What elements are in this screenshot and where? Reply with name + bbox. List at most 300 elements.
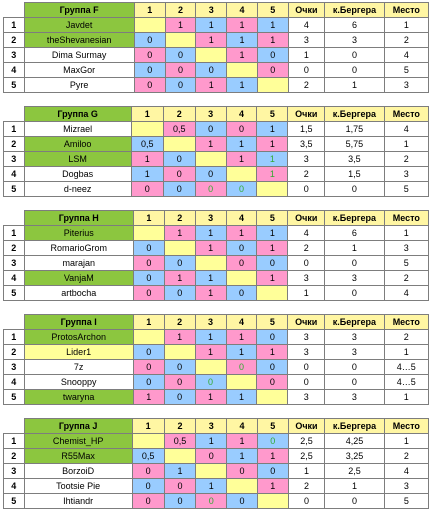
result-cell: 0,5 <box>131 137 163 152</box>
result-cell: 1 <box>226 390 257 405</box>
berger-cell: 3,5 <box>325 152 384 167</box>
result-cell: 1 <box>195 330 226 345</box>
table-row <box>4 78 429 93</box>
result-cell: 1 <box>227 33 258 48</box>
berger-cell: 3 <box>325 390 384 405</box>
row-number: 4 <box>4 271 25 286</box>
points-cell: 4 <box>288 18 325 33</box>
player-name: Amiloo <box>24 137 131 152</box>
result-cell: 1 <box>195 390 226 405</box>
points-cell: 3 <box>288 330 325 345</box>
points-cell: 0 <box>288 182 325 197</box>
table-row <box>4 390 429 405</box>
round-header: 3 <box>196 3 227 18</box>
result-cell: 0 <box>257 434 288 449</box>
round-header: 5 <box>257 211 288 226</box>
place-cell: 5 <box>384 182 428 197</box>
player-name: 7z <box>24 360 133 375</box>
place-cell: 4 <box>384 48 428 63</box>
result-cell: 0 <box>132 479 164 494</box>
result-cell: 1 <box>195 345 226 360</box>
result-cell: 1 <box>226 345 257 360</box>
result-cell <box>195 256 226 271</box>
player-name: ProtosArchon <box>24 330 133 345</box>
result-cell: 1 <box>196 33 227 48</box>
result-cell: 0 <box>132 464 164 479</box>
place-cell: 5 <box>384 63 428 78</box>
round-header: 3 <box>196 419 227 434</box>
player-name: BorzoiD <box>24 464 132 479</box>
result-cell: 0 <box>257 375 288 390</box>
result-cell: 0 <box>133 375 164 390</box>
row-number: 5 <box>4 494 25 509</box>
table-row <box>4 256 429 271</box>
table-row <box>4 18 429 33</box>
round-header: 4 <box>226 211 257 226</box>
player-name: marajan <box>24 256 133 271</box>
result-cell <box>257 78 288 93</box>
table-row <box>4 330 429 345</box>
result-cell: 0 <box>226 286 257 301</box>
result-cell: 0 <box>226 241 257 256</box>
row-number: 3 <box>4 48 25 63</box>
group-table <box>3 314 429 405</box>
result-cell: 0 <box>226 182 257 197</box>
result-cell: 1 <box>195 137 226 152</box>
result-cell: 1 <box>164 271 195 286</box>
place-cell: 4 <box>384 286 428 301</box>
result-cell <box>257 286 288 301</box>
round-header: 2 <box>163 107 195 122</box>
table-row <box>4 464 429 479</box>
table-row <box>4 167 429 182</box>
standings-table <box>3 106 429 197</box>
table-row <box>4 494 429 509</box>
result-cell: 1 <box>257 122 288 137</box>
place-cell: 2 <box>384 271 428 286</box>
player-name: RomarioGrom <box>24 241 133 256</box>
points-cell: 3 <box>288 33 325 48</box>
result-cell: 0 <box>133 345 164 360</box>
result-cell: 1 <box>226 137 257 152</box>
result-cell: 0,5 <box>163 122 195 137</box>
place-cell: 3 <box>384 78 428 93</box>
player-name: Mizrael <box>24 122 131 137</box>
table-row <box>4 375 429 390</box>
result-cell: 0 <box>164 360 195 375</box>
berger-cell: 0 <box>325 63 384 78</box>
place-header: Место <box>384 419 428 434</box>
place-cell: 2 <box>384 330 428 345</box>
header-row <box>4 419 429 434</box>
player-name: Ihtiandr <box>24 494 132 509</box>
result-cell <box>164 345 195 360</box>
player-name: theShevanesian <box>24 33 134 48</box>
place-header: Место <box>384 3 428 18</box>
result-cell: 1 <box>165 18 196 33</box>
result-cell: 1 <box>257 33 288 48</box>
result-cell: 1 <box>257 18 288 33</box>
round-header: 4 <box>227 3 258 18</box>
result-cell: 0 <box>257 464 288 479</box>
result-cell: 1 <box>257 167 288 182</box>
row-number: 4 <box>4 167 25 182</box>
place-cell: 1 <box>384 226 428 241</box>
result-cell <box>196 48 227 63</box>
berger-cell: 1,5 <box>325 167 384 182</box>
berger-header: к.Бергера <box>325 419 384 434</box>
berger-cell: 0 <box>325 48 384 63</box>
row-number: 4 <box>4 479 25 494</box>
table-row <box>4 152 429 167</box>
place-cell: 2 <box>384 33 428 48</box>
result-cell: 0 <box>164 479 196 494</box>
result-cell: 1 <box>196 479 227 494</box>
row-number: 5 <box>4 78 25 93</box>
berger-cell: 0 <box>325 494 384 509</box>
result-cell: 0,5 <box>164 434 196 449</box>
result-cell: 1 <box>195 286 226 301</box>
place-cell: 3 <box>384 167 428 182</box>
result-cell: 0 <box>133 360 164 375</box>
place-cell: 1 <box>384 434 428 449</box>
place-cell: 4…5 <box>384 360 428 375</box>
table-row <box>4 182 429 197</box>
row-number: 3 <box>4 464 25 479</box>
result-cell: 1 <box>257 152 288 167</box>
place-header: Место <box>384 315 428 330</box>
result-cell: 0 <box>164 286 195 301</box>
result-cell: 1 <box>227 78 258 93</box>
result-cell: 1 <box>131 152 163 167</box>
points-header: Очки <box>288 107 325 122</box>
header-row <box>4 211 429 226</box>
berger-cell: 0 <box>325 256 384 271</box>
place-cell: 4 <box>384 122 428 137</box>
berger-cell: 1,75 <box>325 122 384 137</box>
round-header: 4 <box>227 419 258 434</box>
row-number: 2 <box>4 33 25 48</box>
result-cell: 0 <box>164 494 196 509</box>
group-table <box>3 2 429 93</box>
player-name: Javdet <box>24 18 134 33</box>
result-cell: 0 <box>133 271 164 286</box>
group-name: Группа I <box>24 315 133 330</box>
points-cell: 2,5 <box>288 449 325 464</box>
result-cell: 1 <box>227 434 258 449</box>
corner-cell <box>4 107 25 122</box>
result-cell: 0 <box>165 48 196 63</box>
round-header: 1 <box>133 211 164 226</box>
result-cell <box>133 330 164 345</box>
table-row <box>4 434 429 449</box>
result-cell: 0 <box>257 360 288 375</box>
berger-cell: 6 <box>325 18 384 33</box>
table-row <box>4 345 429 360</box>
points-cell: 1,5 <box>288 122 325 137</box>
row-number: 1 <box>4 434 25 449</box>
berger-cell: 3 <box>325 345 384 360</box>
berger-cell: 0 <box>325 286 384 301</box>
result-cell: 0 <box>257 256 288 271</box>
place-cell: 5 <box>384 256 428 271</box>
group-name: Группа G <box>24 107 131 122</box>
points-cell: 3 <box>288 345 325 360</box>
player-name: artbocha <box>24 286 133 301</box>
round-header: 5 <box>257 419 288 434</box>
place-cell: 3 <box>384 479 428 494</box>
result-cell: 1 <box>133 390 164 405</box>
result-cell: 0 <box>163 182 195 197</box>
place-cell: 1 <box>384 137 428 152</box>
result-cell: 0 <box>227 494 258 509</box>
table-row <box>4 286 429 301</box>
table-row <box>4 271 429 286</box>
points-cell: 2 <box>288 479 325 494</box>
result-cell: 0 <box>165 63 196 78</box>
result-cell: 1 <box>227 18 258 33</box>
result-cell <box>226 375 257 390</box>
result-cell: 0 <box>133 256 164 271</box>
result-cell <box>163 137 195 152</box>
result-cell: 1 <box>196 78 227 93</box>
result-cell: 1 <box>257 479 288 494</box>
group-name: Группа F <box>24 3 134 18</box>
berger-cell: 3,25 <box>325 449 384 464</box>
result-cell: 0 <box>257 48 288 63</box>
place-cell: 4…5 <box>384 375 428 390</box>
result-cell: 0 <box>131 182 163 197</box>
row-number: 1 <box>4 18 25 33</box>
berger-cell: 6 <box>325 226 384 241</box>
points-cell: 2 <box>288 167 325 182</box>
round-header: 1 <box>132 419 164 434</box>
place-cell: 5 <box>384 494 428 509</box>
place-cell: 1 <box>384 18 428 33</box>
berger-cell: 4,25 <box>325 434 384 449</box>
berger-cell: 1 <box>325 241 384 256</box>
row-number: 5 <box>4 390 25 405</box>
table-row <box>4 479 429 494</box>
place-cell: 3 <box>384 241 428 256</box>
points-cell: 2,5 <box>288 434 325 449</box>
berger-header: к.Бергера <box>325 107 384 122</box>
table-row <box>4 63 429 78</box>
standings-table <box>3 418 429 509</box>
result-cell: 1 <box>196 434 227 449</box>
table-row <box>4 122 429 137</box>
header-row <box>4 315 429 330</box>
result-cell <box>131 122 163 137</box>
result-cell: 1 <box>195 241 226 256</box>
result-cell: 0 <box>133 241 164 256</box>
place-cell: 1 <box>384 390 428 405</box>
player-name: VanjaM <box>24 271 133 286</box>
result-cell: 0 <box>257 63 288 78</box>
result-cell: 1 <box>227 449 258 464</box>
points-cell: 2 <box>288 241 325 256</box>
result-cell: 0 <box>257 330 288 345</box>
result-cell: 1 <box>226 152 257 167</box>
row-number: 2 <box>4 137 25 152</box>
result-cell <box>165 33 196 48</box>
place-cell: 2 <box>384 152 428 167</box>
points-cell: 3,5 <box>288 137 325 152</box>
result-cell: 0 <box>134 63 165 78</box>
table-row <box>4 48 429 63</box>
result-cell: 0 <box>133 286 164 301</box>
result-cell: 1 <box>195 226 226 241</box>
result-cell <box>257 390 288 405</box>
row-number: 2 <box>4 449 25 464</box>
table-row <box>4 449 429 464</box>
result-cell: 1 <box>257 137 288 152</box>
berger-cell: 1 <box>325 78 384 93</box>
points-header: Очки <box>288 211 325 226</box>
points-cell: 4 <box>288 226 325 241</box>
result-cell: 1 <box>164 226 195 241</box>
row-number: 3 <box>4 256 25 271</box>
result-cell <box>164 241 195 256</box>
row-number: 2 <box>4 345 25 360</box>
round-header: 5 <box>257 3 288 18</box>
player-name: Dima Surmay <box>24 48 134 63</box>
berger-cell: 3 <box>325 271 384 286</box>
round-header: 4 <box>226 315 257 330</box>
standings-table <box>3 2 429 93</box>
result-cell <box>164 449 196 464</box>
berger-header: к.Бергера <box>325 211 384 226</box>
result-cell <box>257 494 288 509</box>
group-name: Группа H <box>24 211 133 226</box>
points-cell: 0 <box>288 360 325 375</box>
result-cell: 0 <box>134 48 165 63</box>
result-cell: 0 <box>164 390 195 405</box>
player-name: R55Max <box>24 449 132 464</box>
berger-cell: 0 <box>325 360 384 375</box>
place-header: Место <box>384 211 428 226</box>
berger-cell: 1 <box>325 479 384 494</box>
table-row <box>4 226 429 241</box>
round-header: 2 <box>164 315 195 330</box>
result-cell: 0 <box>195 122 226 137</box>
standings-table <box>3 210 429 301</box>
table-row <box>4 33 429 48</box>
round-header: 5 <box>257 107 288 122</box>
result-cell <box>133 226 164 241</box>
group-table <box>3 418 429 509</box>
result-cell: 0 <box>165 78 196 93</box>
place-cell: 1 <box>384 345 428 360</box>
player-name: Pyre <box>24 78 134 93</box>
group-table <box>3 106 429 197</box>
result-cell: 0 <box>196 449 227 464</box>
points-cell: 0 <box>288 63 325 78</box>
player-name: MaxGor <box>24 63 134 78</box>
corner-cell <box>4 315 25 330</box>
berger-cell: 0 <box>325 182 384 197</box>
berger-cell: 3 <box>325 330 384 345</box>
table-row <box>4 137 429 152</box>
result-cell <box>227 479 258 494</box>
player-name: Chemist_HP <box>24 434 132 449</box>
header-row <box>4 107 429 122</box>
points-header: Очки <box>288 3 325 18</box>
round-header: 2 <box>164 211 195 226</box>
row-number: 1 <box>4 226 25 241</box>
standings-table <box>3 314 429 405</box>
result-cell: 0 <box>163 152 195 167</box>
result-cell: 0 <box>226 256 257 271</box>
corner-cell <box>4 419 25 434</box>
result-cell: 0 <box>196 63 227 78</box>
points-cell: 1 <box>288 48 325 63</box>
result-cell: 0 <box>226 360 257 375</box>
row-number: 5 <box>4 286 25 301</box>
player-name: d-neez <box>24 182 131 197</box>
result-cell: 0 <box>226 122 257 137</box>
place-cell: 4 <box>384 464 428 479</box>
result-cell: 1 <box>257 345 288 360</box>
result-cell: 1 <box>164 464 196 479</box>
result-cell: 0 <box>164 375 195 390</box>
place-header: Место <box>384 107 428 122</box>
points-header: Очки <box>288 315 325 330</box>
result-cell: 0 <box>196 494 227 509</box>
round-header: 5 <box>257 315 288 330</box>
berger-header: к.Бергера <box>325 315 384 330</box>
row-number: 1 <box>4 330 25 345</box>
points-cell: 0 <box>288 375 325 390</box>
points-cell: 2 <box>288 78 325 93</box>
corner-cell <box>4 3 25 18</box>
round-header: 2 <box>164 419 196 434</box>
player-name: LSM <box>24 152 131 167</box>
round-header: 3 <box>195 211 226 226</box>
result-cell <box>134 18 165 33</box>
result-cell: 1 <box>131 167 163 182</box>
result-cell: 1 <box>257 226 288 241</box>
result-cell: 1 <box>195 271 226 286</box>
points-header: Очки <box>288 419 325 434</box>
result-cell: 0,5 <box>132 449 164 464</box>
round-header: 2 <box>165 3 196 18</box>
result-cell <box>227 63 258 78</box>
result-cell <box>195 152 226 167</box>
row-number: 1 <box>4 122 25 137</box>
group-name: Группа J <box>24 419 132 434</box>
berger-header: к.Бергера <box>325 3 384 18</box>
result-cell: 0 <box>163 167 195 182</box>
result-cell <box>196 464 227 479</box>
points-cell: 3 <box>288 271 325 286</box>
result-cell: 0 <box>195 182 226 197</box>
round-header: 1 <box>131 107 163 122</box>
result-cell <box>226 271 257 286</box>
result-cell: 0 <box>195 167 226 182</box>
result-cell: 0 <box>132 494 164 509</box>
round-header: 4 <box>226 107 257 122</box>
points-cell: 3 <box>288 390 325 405</box>
result-cell: 1 <box>257 449 288 464</box>
result-cell: 1 <box>226 226 257 241</box>
berger-cell: 5,75 <box>325 137 384 152</box>
result-cell: 0 <box>227 464 258 479</box>
player-name: Piterius <box>24 226 133 241</box>
row-number: 3 <box>4 152 25 167</box>
result-cell: 0 <box>134 33 165 48</box>
row-number: 5 <box>4 182 25 197</box>
